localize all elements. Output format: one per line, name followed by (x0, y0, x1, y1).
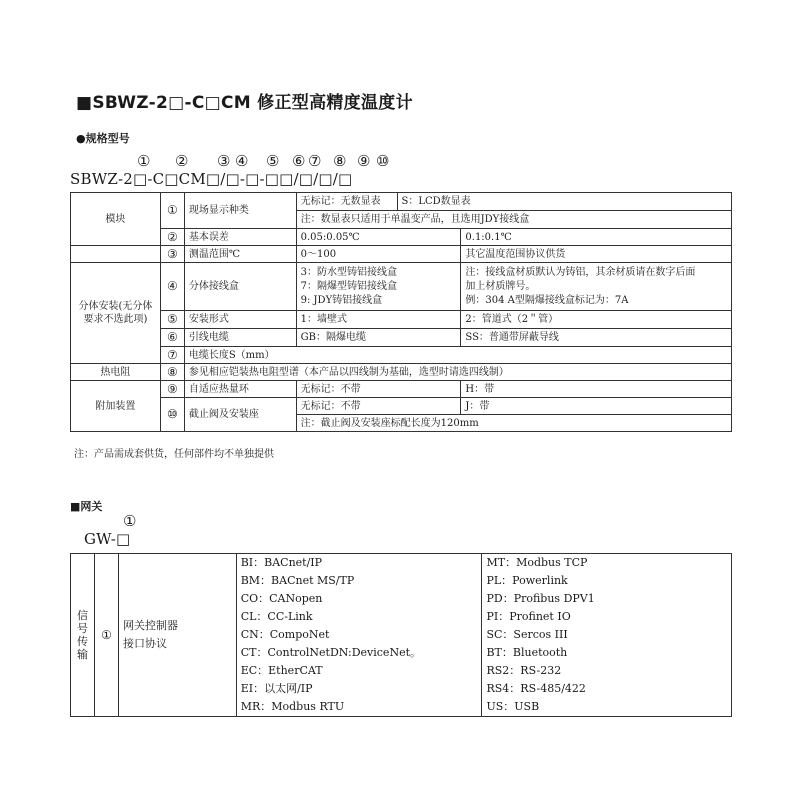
row-num: ⑧ (160, 364, 184, 381)
spec-heading: ●规格型号 (76, 132, 130, 145)
row-num: ⑦ (160, 347, 184, 364)
option-b: SS：普通带屏蔽导线 (461, 329, 732, 347)
model-number: ⑨ (357, 152, 371, 170)
gateway-number: ① (123, 512, 137, 530)
row-num: ④ (160, 263, 184, 311)
list-item: BM：BACnet MS/TP (240, 574, 355, 587)
list-item: RS4：RS-485/422 (486, 682, 586, 695)
page-title: ■SBWZ-2□-C□CM 修正型高精度温度计 (76, 93, 413, 113)
model-number: ⑥ (292, 152, 306, 170)
row-name: 电缆长度S（mm） (184, 347, 731, 364)
row-name-line: 网关控制器 (122, 619, 178, 632)
option-b-list (461, 263, 732, 311)
list-item: SC：Sercos III (486, 628, 568, 641)
row-num: ⑤ (160, 311, 184, 329)
option-a: 1：墙壁式 (296, 311, 461, 329)
row-name: 自适应热量环 (184, 381, 296, 398)
option-b: 0.1:0.1℃ (461, 229, 732, 246)
table-row (71, 246, 732, 263)
list-item: CO：CANopen (240, 592, 323, 605)
model-number: ⑧ (333, 152, 347, 170)
row-note: 注：数显表只适用于单温变产品，且选用JDY接线盒 (296, 211, 731, 229)
row-num: ① (160, 193, 184, 229)
row-name: 安装形式 (184, 311, 296, 329)
option-line: 9: JDY铸铝接线盒 (300, 294, 383, 306)
list-item: US：USB (486, 700, 540, 713)
list-item: BI：BACnet/IP (240, 556, 323, 569)
footnote: 注：产品需成套供货，任何部件均不单独提供 (74, 449, 274, 460)
group-thermal: 热电阻 (71, 364, 161, 381)
row-name: 截止阀及安装座 (184, 398, 296, 432)
model-number: ⑦ (308, 152, 322, 170)
row-note: 注：截止阀及安装座标配长度为120mm (296, 415, 731, 432)
table-row (71, 554, 732, 717)
group-split: 分体安装(无分体要求不选此项) (71, 263, 161, 364)
table-row (71, 193, 732, 211)
table-row (71, 381, 732, 398)
row-num: ③ (160, 246, 184, 263)
option-a: 0～100 (296, 246, 461, 263)
group-addon: 附加装置 (71, 381, 161, 432)
row-num: ② (160, 229, 184, 246)
option-a: 0.05:0.05℃ (296, 229, 461, 246)
protocol-list (236, 554, 482, 717)
row-name (118, 554, 236, 717)
option-line: 注：接线盒材质默认为铸铝，其余材质请在数字后面 (465, 266, 696, 278)
row-text: 参见相应铠装热电阻型谱（本产品以四线制为基础，选型时请选四线制） (184, 364, 731, 381)
table-row (71, 364, 732, 381)
gateway-code: GW-□ (84, 530, 131, 548)
list-item: PI：Profinet IO (486, 610, 571, 623)
group-signal: 信号传输 (71, 554, 95, 717)
option-a: 无标记：不带 (296, 381, 461, 398)
row-name: 基本误差 (184, 229, 296, 246)
list-item: CT：ControlNetDN:DeviceNet。 (240, 646, 421, 659)
row-num: ⑩ (160, 398, 184, 432)
row-num: ⑥ (160, 329, 184, 347)
protocol-list (482, 554, 732, 717)
model-number: ④ (235, 152, 249, 170)
list-item: RS2：RS-232 (486, 664, 562, 677)
model-number: ① (137, 152, 151, 170)
row-name: 引线电缆 (184, 329, 296, 347)
row-name: 现场显示种类 (184, 193, 296, 229)
list-item: MR：Modbus RTU (240, 700, 345, 713)
option-a: 无标记：不带 (296, 398, 461, 415)
list-item: PD：Profibus DPV1 (486, 592, 595, 605)
row-name: 测温范围℃ (184, 246, 296, 263)
option-b: S：LCD数显表 (397, 193, 731, 211)
gateway-heading: ■网关 (70, 500, 103, 513)
list-item: MT：Modbus TCP (486, 556, 588, 569)
model-number: ② (175, 152, 189, 170)
table-row (71, 311, 732, 329)
row-num: ⑨ (160, 381, 184, 398)
table-row (71, 329, 732, 347)
row-name: 分体接线盒 (184, 263, 296, 311)
model-code: SBWZ-2□-C□CM□/□-□-□□/□/□/□ (70, 170, 353, 188)
table-row (71, 398, 732, 415)
row-name-line: 接口协议 (122, 637, 167, 650)
option-a: 无标记：无数显表 (296, 193, 397, 211)
list-item: CN：CompoNet (240, 628, 330, 641)
option-b: H：带 (461, 381, 732, 398)
option-a-list (296, 263, 461, 311)
option-b: 2：管道式（2＂管） (461, 311, 732, 329)
option-line: 例：304 A型隔爆接线盒标记为：7A (465, 294, 629, 306)
list-item: EC：EtherCAT (240, 664, 323, 677)
option-b: J：带 (461, 398, 732, 415)
option-b: 其它温度范围协议供货 (461, 246, 732, 263)
model-number: ③ (217, 152, 231, 170)
list-item: BT：Bluetooth (486, 646, 568, 659)
option-line: 7：隔爆型铸铝接线盒 (300, 280, 398, 292)
table-row (71, 347, 732, 364)
model-number: ⑩ (376, 152, 390, 170)
list-item: CL：CC-Link (240, 610, 313, 623)
option-line: 3：防水型铸铝接线盒 (300, 266, 398, 278)
gateway-table (70, 553, 732, 717)
table-row (71, 229, 732, 246)
group-module: 模块 (71, 193, 161, 246)
table-row (71, 263, 732, 311)
model-number: ⑤ (266, 152, 280, 170)
list-item: PL：Powerlink (486, 574, 568, 587)
group-blank (71, 246, 161, 263)
option-line: 加上材质牌号。 (465, 280, 536, 292)
option-a: GB：隔爆电缆 (296, 329, 461, 347)
list-item: EI：以太网/IP (240, 682, 313, 695)
row-num: ① (94, 554, 118, 717)
spec-table (70, 192, 732, 432)
